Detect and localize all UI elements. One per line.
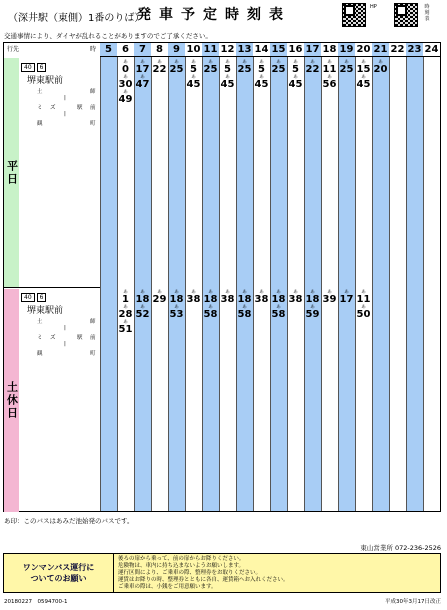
hour-column [185,43,202,511]
hour-header-cell: 14 [254,44,269,55]
via-text: 土 [37,319,43,325]
via-text: ミ [37,335,43,341]
via-text: 観 [37,121,43,127]
footer-rule: 後ろの扉から乗って、前の扉からお降りください。 [118,556,245,562]
weekday-label: 平日 [4,58,19,287]
holiday-departure-cell [134,291,151,321]
departure-minute: 25 [169,64,184,75]
departure-minute: 11 [322,64,337,75]
route-sub: 6 [37,293,47,302]
holiday-departure-cell [287,291,304,306]
hour-column [168,43,185,511]
hour-header: 時 [90,46,97,53]
hour-column [151,43,168,511]
origin-mark: あ [123,290,128,295]
hour-column [389,43,406,511]
departure-minute: 59 [305,309,320,320]
departure-minute: 45 [288,79,303,90]
origin-mark: あ [276,290,281,295]
holiday-departure-cell [355,291,372,321]
departure-minute: 45 [220,79,235,90]
weekday-departure-cell [117,61,134,106]
departure-minute: 18 [169,294,184,305]
hour-header-cell: 16 [288,44,303,55]
departure-minute: 28 [118,309,133,320]
origin-mark: あ [344,290,349,295]
hour-header-cell: 7 [134,43,151,57]
hour-header-cell: 18 [322,44,337,55]
stop-name: （深井駅（東側）1番のりば） [8,13,145,24]
hp-qr-code[interactable] [342,3,366,27]
via-line: | [64,341,66,347]
via-text: ミ [37,105,43,111]
departure-minute: 38 [254,294,269,305]
departure-minute: 30 [118,79,133,90]
footer-rule: ご乗車の際は、小銭をご用意願います。 [118,584,217,590]
origin-mark: あ [140,305,145,310]
weekday-destination: 堺東駅前 [27,76,64,86]
hour-header-cell: 15 [271,44,286,55]
departure-minute: 49 [118,94,133,105]
origin-mark: あ [191,60,196,65]
dest-header: 行先 [7,46,20,53]
departure-minute: 5 [224,64,231,75]
weekday-departure-cell [219,61,236,91]
departure-minute: 18 [203,294,218,305]
origin-mark: あ [242,290,247,295]
departure-minute: 5 [292,64,299,75]
origin-mark: あ [293,290,298,295]
origin-mark: あ [123,305,128,310]
origin-mark: あ [276,60,281,65]
holiday-departure-cell [219,291,236,306]
origin-mark: あ [327,75,332,80]
weekday-departure-cell [287,61,304,91]
departure-minute: 17 [135,64,150,75]
holiday-departure-cell [185,291,202,306]
departure-minute: 58 [203,309,218,320]
departure-minute: 18 [135,294,150,305]
origin-mark: あ [157,60,162,65]
origin-mark: あ [208,290,213,295]
departure-minute: 47 [135,79,150,90]
departure-minute: 17 [339,294,354,305]
departure-minute: 1 [122,294,129,305]
footer-title-line: ついてのお願い [30,574,87,583]
departure-minute: 11 [356,294,371,305]
origin-mark: あ [378,60,383,65]
departure-minute: 20 [373,64,388,75]
departure-minute: 25 [237,64,252,75]
origin-mark: あ [361,290,366,295]
hour-header-cell: 22 [390,44,405,55]
holiday-departure-cell [304,291,321,321]
origin-mark: あ [140,60,145,65]
hour-column [270,43,287,511]
route-number: 40 [21,63,35,72]
footer-rule: 運行区間により、ご乗車の際、整理券をお取りください。 [118,570,262,576]
hour-column [355,43,372,511]
origin-mark: あ [361,75,366,80]
hour-column [219,43,236,511]
weekday-departure-cell [304,61,321,76]
origin-mark: あ [259,290,264,295]
hour-column [321,43,338,511]
weekday-departure-cell [372,61,389,76]
origin-mark: あ [140,290,145,295]
origin-mark: あ [327,60,332,65]
origin-mark: あ [191,290,196,295]
weekday-departure-cell [236,61,253,76]
origin-mark: あ [276,305,281,310]
departure-minute: 45 [186,79,201,90]
weekday-departure-cell [355,61,372,91]
origin-mark: あ [293,75,298,80]
via-text: 町 [90,351,96,357]
notice-text: 交通事情により、ダイヤが乱れることがありますのでご了承ください。 [4,32,212,40]
hp-qr-label: HP [370,4,377,10]
hour-header-cell: 9 [168,43,185,57]
hour-column [236,43,253,511]
weekday-departure-cell [202,61,219,76]
departure-minute: 58 [271,309,286,320]
holiday-departure-cell [338,291,355,306]
departure-minute: 25 [339,64,354,75]
departure-minute: 53 [169,309,184,320]
hour-column [304,43,321,511]
origin-mark: あ [123,60,128,65]
hour-column [287,43,304,511]
via-line: | [64,111,66,117]
origin-mark: あ [123,320,128,325]
departure-minute: 22 [152,64,167,75]
departure-minute: 5 [190,64,197,75]
weekday-departure-cell [168,61,185,76]
departure-minute: 38 [288,294,303,305]
holiday-label: 土休日 [4,289,19,512]
holiday-departure-cell [270,291,287,321]
origin-mark: あ [242,60,247,65]
hour-header-cell: 13 [237,44,252,55]
departure-minute: 51 [118,324,133,335]
holiday-departure-cell [202,291,219,321]
hour-header-cell: 10 [186,44,201,55]
departure-minute: 18 [305,294,320,305]
departure-minute: 18 [271,294,286,305]
origin-mark: あ [225,75,230,80]
origin-mark: あ [208,60,213,65]
weekday-departure-cell [338,61,355,76]
hour-header-cell: 12 [220,44,235,55]
origin-mark: あ [191,75,196,80]
footer-title [4,554,114,592]
hour-header-cell: 21 [373,44,388,55]
hour-header-cell: 20 [356,44,371,55]
departure-minute: 38 [220,294,235,305]
via-text: 前 [90,105,96,111]
hour-header-cell: 5 [100,43,117,57]
hour-header-cell: 11 [203,44,218,55]
origin-mark: あ [259,60,264,65]
holiday-departure-cell [321,291,338,306]
via-line: | [64,325,66,331]
weekday-route-tag [21,63,48,72]
hour-column [423,43,440,511]
via-text: 師 [90,89,96,95]
footer-title-line: ワンマンバス運行に [22,563,95,572]
timetable-qr-label: 時刻表 [424,4,430,22]
route-sub: 6 [37,63,47,72]
holiday-departure-cell [151,291,168,306]
origin-mark: あ [225,60,230,65]
departure-minute: 38 [186,294,201,305]
departure-minute: 39 [322,294,337,305]
hour-column [117,43,134,511]
departure-minute: 58 [237,309,252,320]
departure-minute: 18 [237,294,252,305]
hour-header-cell: 24 [424,44,439,55]
departure-minute: 45 [356,79,371,90]
origin-mark: あ [157,290,162,295]
origin-mark: あ [140,75,145,80]
weekday-departure-cell [151,61,168,76]
route-number: 40 [21,293,35,302]
via-text: 駅 [77,105,83,111]
via-text: 町 [90,121,96,127]
departure-minute: 22 [305,64,320,75]
weekday-departure-cell [134,61,151,91]
origin-mark: あ [174,290,179,295]
origin-mark: あ [310,290,315,295]
hour-column [253,43,270,511]
timetable-grid [3,42,441,512]
origin-mark: あ [310,305,315,310]
revision-date: 平成30年3月17日改正 [385,599,441,605]
departure-minute: 56 [322,79,337,90]
footer-rule: 危険物は、車内に持ち込まないようお願いします。 [118,563,245,569]
origin-mark: あ [174,305,179,310]
hour-header-cell: 8 [151,43,168,57]
origin-mark: あ [174,60,179,65]
departure-minute: 0 [122,64,129,75]
hour-column [134,43,151,511]
hour-column [372,43,389,511]
departure-minute: 29 [152,294,167,305]
doc-code: 20180227 0594700-1 [4,599,68,605]
via-text: 前 [90,335,96,341]
hour-column [406,43,423,511]
weekday-departure-cell [185,61,202,91]
via-text: 駅 [77,335,83,341]
holiday-departure-cell [236,291,253,321]
via-text: 師 [90,319,96,325]
departure-minute: 45 [254,79,269,90]
holiday-route-tag [21,293,48,302]
hour-column [338,43,355,511]
via-text: ズ [50,335,56,341]
holiday-destination: 堺東駅前 [27,306,64,316]
holiday-departure-cell [253,291,270,306]
via-text: 観 [37,351,43,357]
footer-rule: 運賃はお降りの時、整理券とともに各自、運賃箱へお入れください。 [118,577,289,583]
departure-minute: 5 [258,64,265,75]
origin-mark: あ [225,290,230,295]
via-text: 土 [37,89,43,95]
departure-minute: 25 [271,64,286,75]
hour-column [202,43,219,511]
origin-mark: あ [293,60,298,65]
departure-minute: 50 [356,309,371,320]
page-title: 発車予定時刻表 [137,7,291,23]
origin-mark: あ [123,75,128,80]
holiday-departure-cell [168,291,185,321]
departure-minute: 52 [135,309,150,320]
weekday-departure-cell [270,61,287,76]
footnote: あ印：このバスはあみだ池始発のバスです。 [4,517,134,525]
origin-mark: あ [361,305,366,310]
hour-header-cell: 19 [339,44,354,55]
hour-header-cell: 17 [305,44,320,55]
origin-mark: あ [344,60,349,65]
hour-header-cell: 6 [117,43,134,57]
footer-rules [118,556,289,591]
hour-header-cell: 23 [407,44,422,55]
origin-mark: あ [259,75,264,80]
origin-mark: あ [242,305,247,310]
notice-footer [3,553,441,593]
departure-minute: 15 [356,64,371,75]
weekday-departure-cell [253,61,270,91]
via-text: ズ [50,105,56,111]
origin-mark: あ [123,90,128,95]
departure-minute: 25 [203,64,218,75]
holiday-departure-cell [117,291,134,336]
timetable-qr-code[interactable] [394,3,418,27]
origin-mark: あ [327,290,332,295]
via-line: | [64,95,66,101]
origin-mark: あ [310,60,315,65]
origin-mark: あ [208,305,213,310]
hour-column [100,43,117,511]
weekday-departure-cell [321,61,338,91]
origin-mark: あ [361,60,366,65]
office-contact: 東山営業所 072-236-2526 [360,544,441,552]
